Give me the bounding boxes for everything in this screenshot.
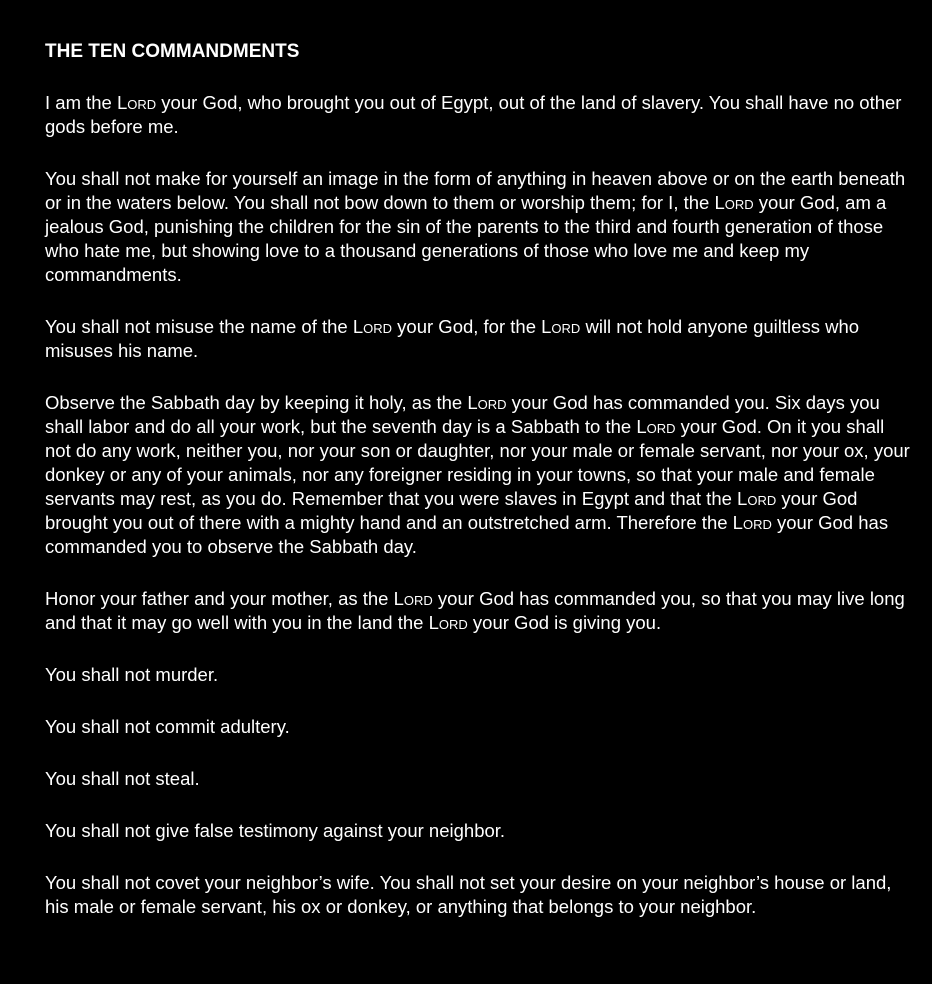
lord-small-caps: Lord	[732, 512, 772, 533]
lord-small-caps: Lord	[541, 316, 581, 337]
lord-small-caps: Lord	[636, 416, 676, 437]
commandment-paragraph	[45, 315, 912, 363]
commandment-paragraph	[45, 391, 912, 559]
commandment-paragraph	[45, 767, 912, 791]
commandments-list	[45, 91, 912, 919]
paragraph-text: I am the	[45, 92, 117, 113]
paragraph-text: Observe the Sabbath day by keeping it holy, as the	[45, 392, 468, 413]
commandment-paragraph	[45, 871, 912, 919]
paragraph-text: You shall not misuse the name of the	[45, 316, 353, 337]
commandment-paragraph	[45, 167, 912, 287]
paragraph-text: your God has commanded you. Six days you shall labor and do all your work, but the seventh day is a Sabbath to the	[45, 392, 880, 437]
commandment-paragraph	[45, 663, 912, 687]
paragraph-text: your God has commanded you to observe the Sabbath day.	[45, 512, 889, 557]
lord-small-caps: Lord	[467, 392, 507, 413]
lord-small-caps: Lord	[714, 192, 754, 213]
lord-small-caps: Lord	[116, 92, 157, 113]
document-title: THE TEN COMMANDMENTS	[45, 41, 300, 62]
paragraph-text: your God is giving you.	[467, 612, 662, 633]
lord-small-caps: Lord	[352, 316, 393, 337]
paragraph-text: your God, am a jealous God, punishing the children for the sin of the parents to the third and fourth generation of those who hate me, but showing love to a thousand generations of those who love me and keep my commandments.	[45, 192, 887, 285]
paragraph-text: You shall not give false testimony against your neighbor.	[45, 820, 506, 841]
paragraph-text: your God brought you out of there with a mighty hand and an outstretched arm. Therefore the	[45, 488, 858, 533]
commandment-paragraph	[45, 819, 912, 843]
paragraph-text: your God has commanded you, so that you may live long and that it may go well with you in the land the	[45, 588, 905, 633]
paragraph-text: You shall not commit adultery.	[45, 716, 290, 737]
paragraph-text: You shall not covet your neighbor’s wife. You shall not set your desire on your neighbor’s house or land, his male or female servant, his ox or donkey, or anything that belongs to your neighbor.	[45, 872, 892, 917]
paragraph-text: Honor your father and your mother, as the	[45, 588, 394, 609]
paragraph-text: You shall not make for yourself an image in the form of anything in heaven above or on the earth beneath or in the waters below. You shall not bow down to them or worship them; for I, the	[45, 168, 906, 213]
paragraph-text: your God, for the	[392, 316, 542, 337]
commandment-paragraph	[45, 91, 912, 139]
paragraph-text: will not hold anyone guiltless who misuses his name.	[45, 316, 860, 361]
paragraph-text: your God, who brought you out of Egypt, out of the land of slavery. You shall have no other gods before me.	[45, 92, 902, 137]
commandment-paragraph	[45, 715, 912, 739]
paragraph-text: You shall not steal.	[45, 768, 200, 789]
paragraph-text: You shall not murder.	[45, 664, 219, 685]
commandment-paragraph	[45, 587, 912, 635]
lord-small-caps: Lord	[428, 612, 468, 633]
lord-small-caps: Lord	[737, 488, 777, 509]
paragraph-text: your God. On it you shall not do any work, neither you, nor your son or daughter, nor your male or female servant, nor your ox, your donkey or any of your animals, nor any foreigner residing in your towns, so that your male and female servants may rest, as you do. Remember that you were slaves in Egypt and that the	[45, 416, 910, 509]
lord-small-caps: Lord	[393, 588, 433, 609]
